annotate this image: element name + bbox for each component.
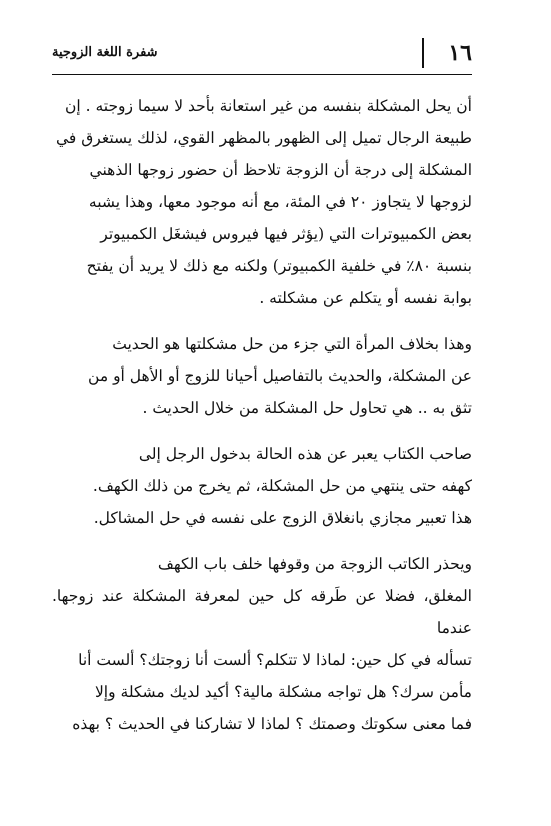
paragraph (52, 90, 472, 314)
paragraph (52, 548, 472, 740)
text-line: كهفه حتى ينتهي من حل المشكلة، ثم يخرج من ذلك الكهف. (92, 477, 472, 495)
text-line: فما معنى سكوتك وصمتك ؟ لماذا لا تشاركنا في الحديث ؟ بهذه (72, 715, 472, 733)
page-body (52, 90, 472, 754)
text-line: أن يحل المشكلة بنفسه من غير استعانة بأحد لا سيما زوجته . إن (65, 97, 472, 115)
text-line: بوابة نفسه أو يتكلم عن مشكلته . (259, 289, 472, 307)
text-line: تثق به .. هي تحاول حل المشكلة من خلال الحديث . (142, 399, 472, 417)
text-line: طبيعة الرجال تميل إلى الظهور بالمظهر القوي، لذلك يستغرق في (56, 129, 472, 147)
header-divider (422, 38, 424, 68)
page-header (52, 38, 472, 68)
text-line: لزوجها لا يتجاوز ٢٠ في المئة، مع أنه موجود معها، وهذا يشبه (88, 193, 472, 211)
text-line: بعض الكمبيوترات التي (يؤثر فيها فيروس فيشغَل الكمبيوتر (100, 225, 472, 243)
text-line: عن المشكلة، والحديث بالتفاصيل أحيانا للزوج أو الأهل أو من (88, 367, 472, 385)
page-number: ١٦ (448, 40, 472, 66)
text-line: بنسبة ٨٠٪ في خلفية الكمبيوتر) ولكنه مع ذلك لا يريد أن يفتح (86, 257, 472, 275)
paragraph (52, 438, 472, 534)
text-line: وهذا بخلاف المرأة التي جزء من حل مشكلتها هو الحديث (112, 335, 472, 353)
text-line: مأمن سرك؟ هل تواجه مشكلة مالية؟ أكيد لديك مشكلة وإلا (94, 683, 472, 701)
paragraph (52, 328, 472, 424)
text-line: المغلق، فضلا عن طَرقه كل حين لمعرفة المشكلة عند زوجها. عندما (52, 587, 472, 637)
text-line: صاحب الكتاب يعبر عن هذه الحالة بدخول الرجل إلى (138, 445, 472, 463)
text-line: ويحذر الكاتب الزوجة من وقوفها خلف باب الكهف (157, 555, 472, 573)
running-book-title: شفرة اللغة الزوجية (52, 45, 158, 60)
text-line: هذا تعبير مجازي بانغلاق الزوج على نفسه في حل المشاكل. (93, 509, 472, 527)
text-line: تسأله في كل حين: لماذا لا تتكلم؟ ألست أنا زوجتك؟ ألست أنا (78, 651, 472, 669)
header-rule (52, 74, 472, 75)
text-line: المشكلة إلى درجة أن الزوجة تلاحظ أن حضور زوجها الذهني (89, 161, 472, 179)
